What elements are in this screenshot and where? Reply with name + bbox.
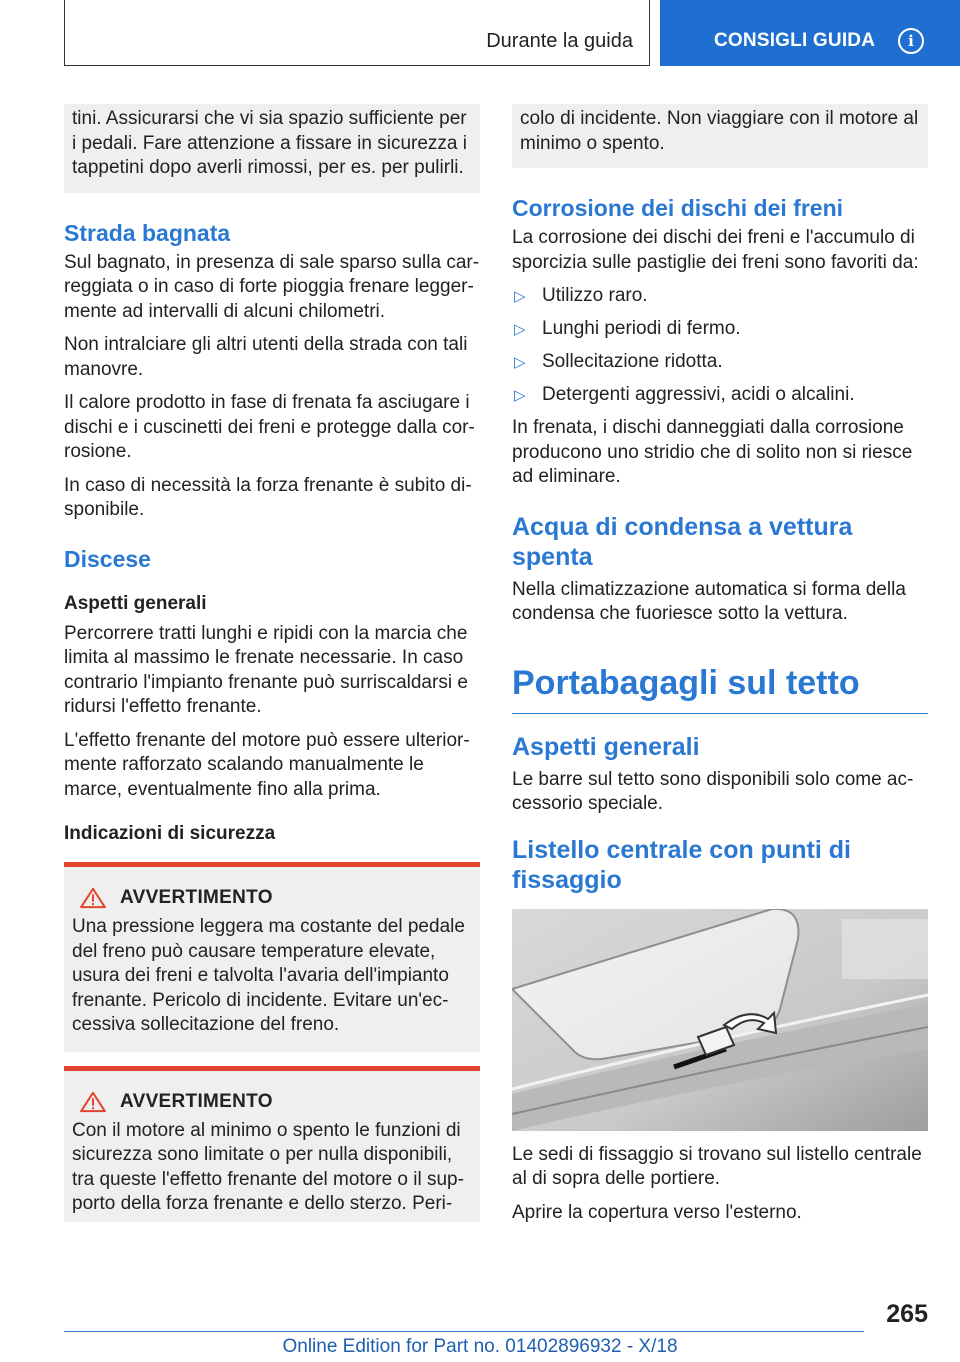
- chapter-tab-label: CONSIGLI GUIDA: [714, 30, 876, 51]
- warning-box: [64, 1066, 480, 1222]
- paragraph: Nella climatizzazione automatica si forma della condensa che fuoriesce sotto la vettura.: [512, 578, 906, 624]
- heading-descents: Discese: [64, 545, 151, 572]
- list-item: ▷ Utilizzo raro.: [512, 284, 928, 309]
- continued-text: tini. Assicurarsi che vi sia spazio sufficiente per i pedali. Fare attenzione a fissare in sicurezza i tappetini dopo averli rimossi, per es. per pulirli.: [72, 108, 467, 178]
- paragraph: Non intralciare gli altri utenti della strada con tali manovre.: [64, 334, 468, 380]
- triangle-bullet-icon: ▷: [514, 387, 526, 404]
- heading-brake-corrosion: Corrosione dei dischi dei freni: [512, 195, 844, 221]
- warning-box: [64, 862, 480, 1052]
- continued-text: colo di incidente. Non viaggiare con il motore al minimo o spento.: [520, 108, 919, 154]
- heading-roof-general: Aspetti generali: [512, 732, 700, 761]
- triangle-bullet-icon: ▷: [514, 354, 526, 371]
- list-item: ▷ Lunghi periodi di fermo.: [512, 317, 928, 342]
- heading-condensate: Acqua di condensa a vettura spenta: [512, 512, 853, 571]
- subheading-general: Aspetti generali: [64, 592, 207, 614]
- continued-note-box: [512, 104, 928, 168]
- paragraph: Aprire la copertura verso l'esterno.: [512, 1201, 802, 1223]
- list-item: ▷ Detergenti aggressivi, acidi o alcalini.: [512, 383, 928, 408]
- roof-mounting-point-photo: [512, 909, 928, 1131]
- triangle-bullet-icon: ▷: [514, 321, 526, 338]
- paragraph: Sul bagnato, in presenza di sale sparso sulla carreggiata o in caso di forte pioggia frenare leggermente ad intervalli di alcuni chilometri.: [64, 251, 480, 322]
- list-item: ▷ Sollecitazione ridotta.: [512, 350, 928, 375]
- paragraph: L'effetto frenante del motore può essere ulteriormente rafforzato scalando manualmente le marce, eventualmente fino alla prima.: [64, 729, 470, 800]
- subheading-safety: Indicazioni di sicurezza: [64, 823, 276, 844]
- paragraph: Percorrere tratti lunghi e ripidi con la marcia che limita al massimo le frenate necessarie. In caso contrario l'impianto frenante può surriscaldarsi e ridursi l'effetto frenante.: [64, 622, 468, 717]
- paragraph: Le barre sul tetto sono disponibili solo come accessorio speciale.: [512, 768, 914, 814]
- footer-divider: [64, 1331, 864, 1332]
- continued-note-box: [64, 104, 480, 193]
- left-column: [64, 104, 480, 1222]
- paragraph: In frenata, i dischi danneggiati dalla corrosione producono uno stridio che di solito non si riesce ad eliminare.: [512, 417, 913, 487]
- right-column: [512, 104, 928, 1234]
- warning-title: AVVERTIMENTO: [120, 887, 273, 908]
- paragraph: In caso di necessità la forza frenante è subito disponibile.: [64, 474, 472, 520]
- warning-text: Con il motore al minimo o spento le funzioni di sicurezza sono limitate o per nulla disponibili, tra queste l'effetto frenante del motore o il supporto della forza frenante e dello sterzo. Peri-: [72, 1119, 464, 1214]
- corrosion-list: [512, 284, 928, 408]
- warning-triangle-icon: [78, 1091, 108, 1113]
- paragraph: Il calore prodotto in fase di frenata fa asciugare i dischi e i cuscinetti dei freni e protegge dalla corrosione.: [64, 392, 475, 462]
- heading-center-strip: Listello centrale con punti di fissaggio: [512, 835, 851, 894]
- section-title: Durante la guida: [486, 30, 633, 52]
- warning-triangle-icon: [78, 887, 108, 909]
- paragraph: Le sedi di fissaggio si trovano sul listello centrale al di sopra delle portiere.: [512, 1143, 922, 1189]
- chapter-tab[interactable]: [660, 0, 960, 66]
- warning-text: Una pressione leggera ma costante del pedale del freno può causare temperature elevate, usura dei freni e talvolta l'avaria dell'impianto frenante. Pericolo di incidente. Evitare un'eccessiva sollecitazione del freno.: [72, 916, 465, 1035]
- paragraph: La corrosione dei dischi dei freni e l'accumulo di sporcizia sulle pastiglie dei freni sono favoriti da:: [512, 227, 919, 273]
- footer-edition-text: Online Edition for Part no. 01402896932 - X/18: [282, 1336, 678, 1357]
- heading-roof-rack: Portabagagli sul tetto: [512, 661, 928, 714]
- heading-wet-road: Strada bagnata: [64, 219, 231, 246]
- info-icon[interactable]: i: [898, 28, 924, 54]
- page-number: 265: [886, 1300, 928, 1328]
- triangle-bullet-icon: ▷: [514, 288, 526, 305]
- warning-title: AVVERTIMENTO: [120, 1090, 273, 1112]
- header-section-frame: [64, 0, 650, 66]
